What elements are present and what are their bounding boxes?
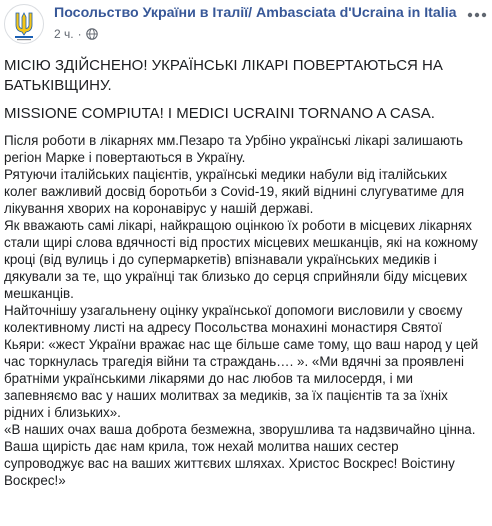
- post-header: [4, 4, 488, 46]
- paragraph: Рятуючи італійських пацієнтів, українські медики набули від італійських колег важливий досвід боротьби з Covid-19, який віднині слугуватиме для лікування хворих на коронавірус у нашій державі.: [4, 167, 465, 216]
- ellipsis-icon[interactable]: [466, 7, 488, 21]
- post-timestamp[interactable]: 2 ч.: [54, 27, 74, 41]
- post-content: [4, 56, 482, 489]
- globe-icon[interactable]: [86, 28, 98, 40]
- paragraph: Найточнішу узагальнену оцінку української допомоги висловили у своєму колективному листі на адресу Посольства монахині монастиря Святої Кьяри: «жест України вражає нас ще більше саме тому, що ваш народ у цей час торкнулась трагедія війни та страждань…. ». «Ми вдячні за проявлені братніми українськими лікарями до нас любов та милосердя, і ми запевняємо вас у наших молитвах за медиків, за їх пацієнтів та за їхніх рідних і близьких».: [4, 303, 479, 420]
- headline-ukrainian: МІСІЮ ЗДІЙСНЕНО! УКРАЇНСЬКІ ЛІКАРІ ПОВЕРТАЮТЬСЯ НА БАТЬКІВЩИНУ.: [4, 57, 443, 94]
- paragraph: «В наших очах ваша доброта безмежна, зворушлива та надзвичайно цінна. Ваша щирість дає нам крила, тож нехай молитва наших сестер супроводжує вас на ваших життєвих шляхах. Христос Воскрес! Воістину Воскрес!»: [4, 422, 476, 488]
- paragraph: Після роботи в лікарнях мм.Пезаро та Урбіно українські лікарі залишають регіон Марке і повертаються в Україну.: [4, 133, 463, 165]
- meta-separator: ·: [77, 27, 82, 41]
- trident-logo: [5, 5, 43, 43]
- page-name-link[interactable]: Посольство України в Італії/ Ambasciata d'Ucraina in Italia: [54, 5, 457, 21]
- headline-italian: MISSIONE COMPIUTA! I MEDICI UCRAINI TORNANO A CASA.: [4, 105, 435, 122]
- page-avatar[interactable]: [4, 4, 44, 44]
- post-meta: [54, 27, 98, 41]
- paragraph: Як вважають самі лікарі, найкращою оцінкою їх роботи в місцевих лікарнях стали щирі слова вдячності від простих місцевих мешканців, які на кожному кроці (від вулиць і до супермаркетів) впізнавали українських медиків і дякували за те, що українці так близько до серця сприйняли біду місцевих мешканців.: [4, 218, 478, 301]
- post-body: [4, 132, 482, 489]
